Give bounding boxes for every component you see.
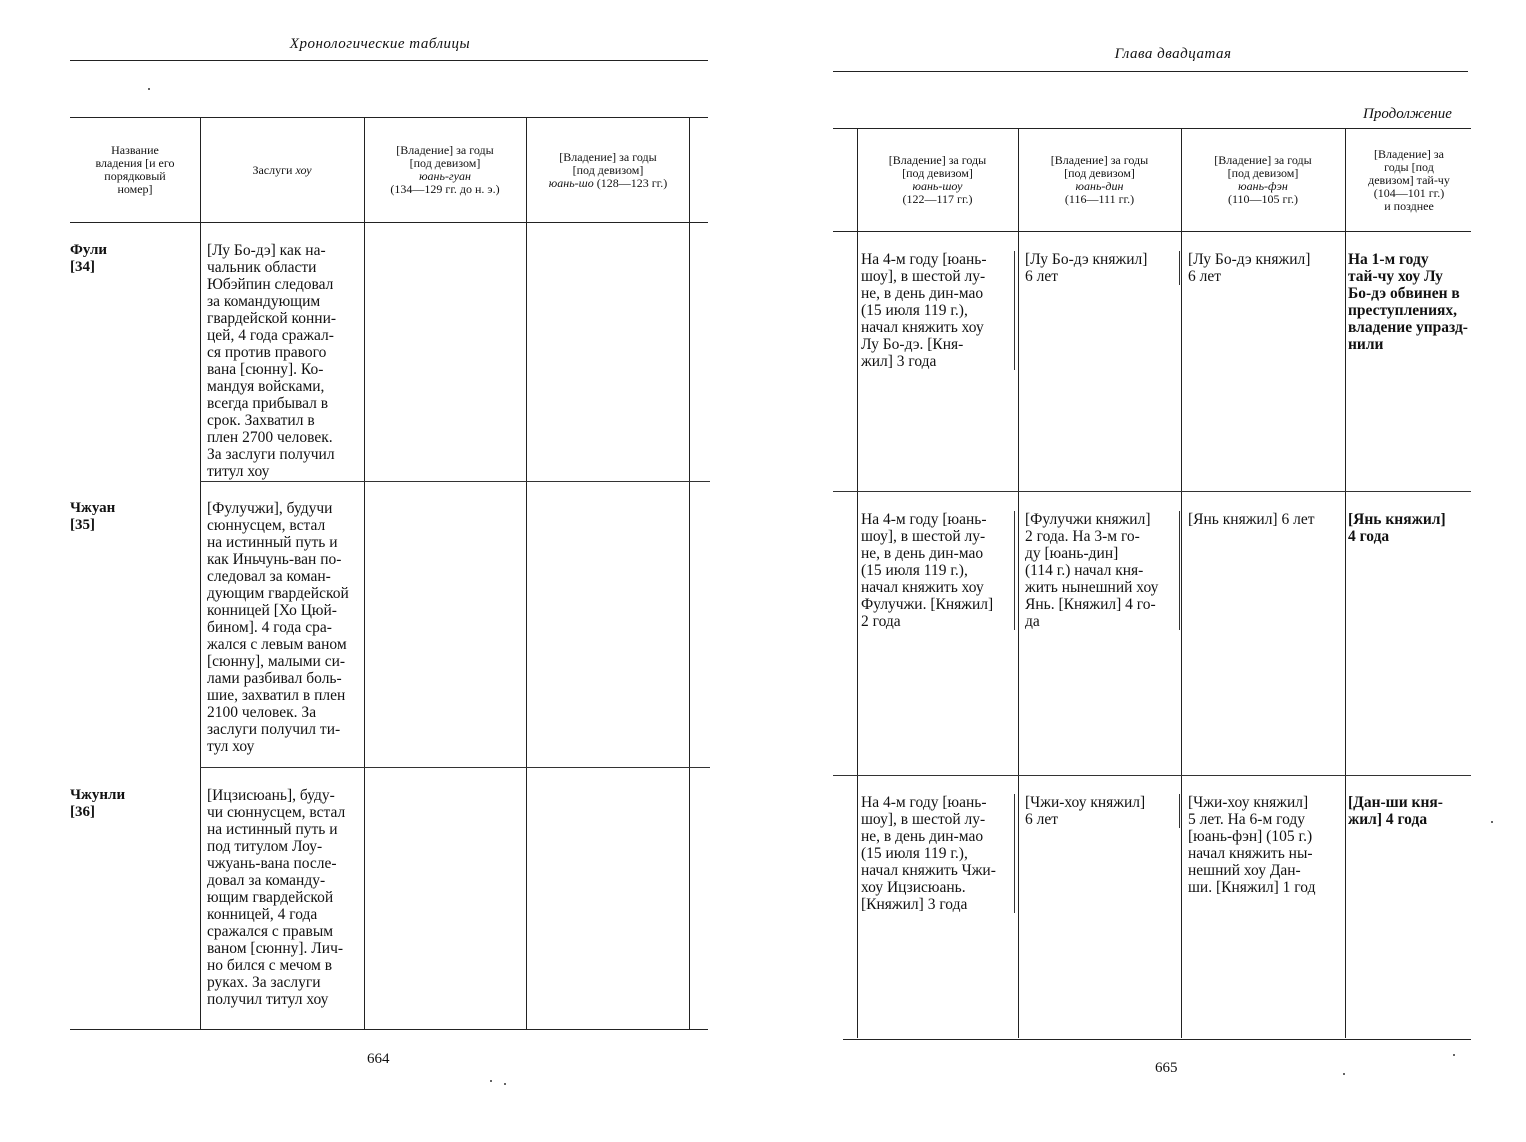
right-header-col3 (1183, 131, 1343, 229)
right-table-bottom-rule (843, 1039, 1471, 1040)
right-col-divider-0 (857, 129, 858, 1038)
header-line: (134—129 гг. до н. э.) (390, 182, 500, 196)
header-line: Название (111, 143, 159, 157)
left-head-rule (70, 60, 708, 61)
left-speck (148, 88, 150, 90)
left-row-divider-2 (200, 767, 710, 768)
header-line: (128—123 гг.) (593, 175, 668, 190)
row2-tai-chu: [Янь княжил] 4 года (1348, 511, 1446, 545)
header-line: номер] (117, 182, 153, 196)
left-table-bottom-rule (70, 1029, 708, 1030)
row3-yuan-din: [Чжи-хоу княжил] 6 лет (1025, 794, 1180, 828)
row3-yuan-shou: На 4-м году [юань- шоу], в шестой лу- не, в день дин-мао (15 июля 119 г.), начал княжить Чжи- хоу Ицзисюань. [Княжил] 3 года (861, 794, 1015, 913)
left-col-divider-2 (364, 118, 365, 1029)
row2-yuan-din: [Фулучжи княжил] 2 года. На 3-м го- ду [юань-дин] (114 г.) начал кня- жить нынешний хоу Янь. [Княжил] 4 го- да (1025, 511, 1180, 630)
right-row-divider-2 (833, 775, 1471, 776)
right-speck (1343, 1073, 1345, 1075)
header-italic: юань-шоу (912, 179, 963, 193)
row1-yuan-din: [Лу Бо-дэ княжил] 6 лет (1025, 251, 1180, 285)
left-header-col1 (72, 120, 198, 220)
row2-yuan-fen: [Янь княжил] 6 лет (1188, 511, 1315, 528)
header-italic: хоу (295, 162, 312, 177)
row3-yuan-fen: [Чжи-хоу княжил] 5 лет. На 6-м году [юань-фэн] (105 г.) начал княжить ны- нешний хоу Дан- ши. [Княжил] 1 год (1188, 794, 1316, 896)
header-line: девизом] тай-чу (1368, 172, 1450, 187)
row-name-chzhuan: Чжуан [35] (70, 500, 116, 533)
right-page (763, 0, 1526, 1142)
right-speck (1453, 1054, 1455, 1056)
header-line: [под девизом] (902, 166, 973, 180)
right-speck (1491, 821, 1493, 823)
right-col-divider-1 (1018, 129, 1019, 1038)
header-line: [под девизом] (572, 162, 644, 177)
left-col-divider-3 (526, 118, 527, 1029)
left-table-top-rule (70, 117, 708, 118)
header-italic: юань-шо (548, 175, 594, 190)
left-header-col4 (528, 120, 688, 220)
row1-yuan-fen: [Лу Бо-дэ княжил] 6 лет (1188, 251, 1311, 285)
left-col-divider-4 (689, 118, 690, 1029)
header-line: [Владение] за (1374, 146, 1444, 161)
left-header-col3 (366, 120, 524, 220)
row3-tai-chu: [Дан-ши кня- жил] 4 года (1348, 794, 1443, 828)
right-row-divider-1 (833, 491, 1471, 492)
header-line: Заслуги (252, 162, 296, 177)
header-line: (122—117 гг.) (902, 192, 973, 206)
left-col-divider-1 (200, 118, 201, 1029)
left-page-number: 664 (367, 1051, 390, 1067)
row-name-chzhunli: Чжунли [36] (70, 787, 126, 820)
row2-yuan-shou: На 4-м году [юань- шоу], в шестой лу- не, в день дин-мао (15 июля 119 г.), начал княжить хоу Фулучжи. [Княжил] 2 года (861, 511, 1015, 630)
header-line: [под девизом] (1064, 166, 1135, 180)
header-line: (116—111 гг.) (1064, 192, 1135, 206)
left-speck (504, 1083, 506, 1085)
right-header-col4 (1347, 131, 1471, 229)
header-italic: юань-дин (1075, 179, 1124, 193)
right-page-number: 665 (1155, 1060, 1178, 1076)
header-line: годы [под (1384, 159, 1434, 174)
left-row-divider-1 (200, 481, 710, 482)
header-line: [Владение] за годы (888, 153, 987, 167)
continuation-label: Продолжение (1363, 106, 1452, 122)
header-line: [Владение] за годы (559, 149, 657, 164)
header-line: порядковый (104, 169, 166, 183)
header-line: [Владение] за годы (396, 143, 494, 157)
left-running-head: Хронологические таблицы (289, 36, 471, 52)
left-speck (490, 1080, 492, 1082)
right-col-divider-3 (1345, 129, 1346, 1038)
left-header-bottom-rule (70, 222, 708, 223)
right-running-head: Глава двадцатая (1114, 46, 1232, 62)
header-italic: юань-фэн (1238, 179, 1288, 193)
header-line: (104—101 гг.) и позднее (1373, 185, 1445, 213)
right-head-rule (833, 71, 1468, 72)
row-merits-chzhunli: [Ицзисюань], буду- чи сюннусцем, встал на истинный путь и под титулом Лоу- чжуань-вана после- довал за команду- ющим гвардейской конницей, 4 года сражался с правым ваном [сюнну]. Лич- но бился с мечом в руках. За заслуги получил титул хоу (207, 787, 346, 1008)
header-line: [под девизом] (1227, 166, 1299, 180)
right-header-col1 (859, 131, 1016, 229)
row-name-fuli: Фули [34] (70, 242, 108, 275)
header-italic: юань-гуан (419, 169, 471, 183)
right-header-col2 (1020, 131, 1179, 229)
row1-tai-chu: На 1-м году тай-чу хоу Лу Бо-дэ обвинен в преступлениях, владение упразд- нили (1348, 251, 1468, 353)
header-line: [Владение] за годы (1214, 153, 1312, 167)
row-merits-fuli: [Лу Бо-дэ] как на- чальник области Юбэйпин следовал за командующим гвардейской конни- цей, 4 года сражал- ся против правого вана [сюнну]. Ко- мандуя войсками, всегда прибывал в срок. Захватил в плен 2700 человек. За заслуги получил титул хоу (207, 242, 337, 480)
row-merits-chzhuan: [Фулучжи], будучи сюннусцем, встал на истинный путь и как Иньчунь-ван по- следовал за коман- дующим гвардейской конницей [Хо Цюй- бином]. 4 года сра- жался с левым ваном [сюнну], малыми си- лами разбивал боль- шие, захватил в плен 2100 человек. За заслуги получил ти- тул хоу (207, 500, 349, 755)
row1-yuan-shou: На 4-м году [юань- шоу], в шестой лу- не, в день дин-мао (15 июля 119 г.), начал княжить хоу Лу Бо-дэ. [Кня- жил] 3 года (861, 251, 1015, 370)
header-line: [Владение] за годы (1050, 153, 1149, 167)
right-col-divider-2 (1181, 129, 1182, 1038)
header-line: владения [и его (95, 156, 175, 170)
right-table-top-rule (833, 128, 1471, 129)
header-line: [под девизом] (409, 156, 481, 170)
left-header-col2 (202, 120, 362, 220)
right-header-bottom-rule (833, 231, 1471, 232)
header-line: (110—105 гг.) (1227, 192, 1299, 206)
